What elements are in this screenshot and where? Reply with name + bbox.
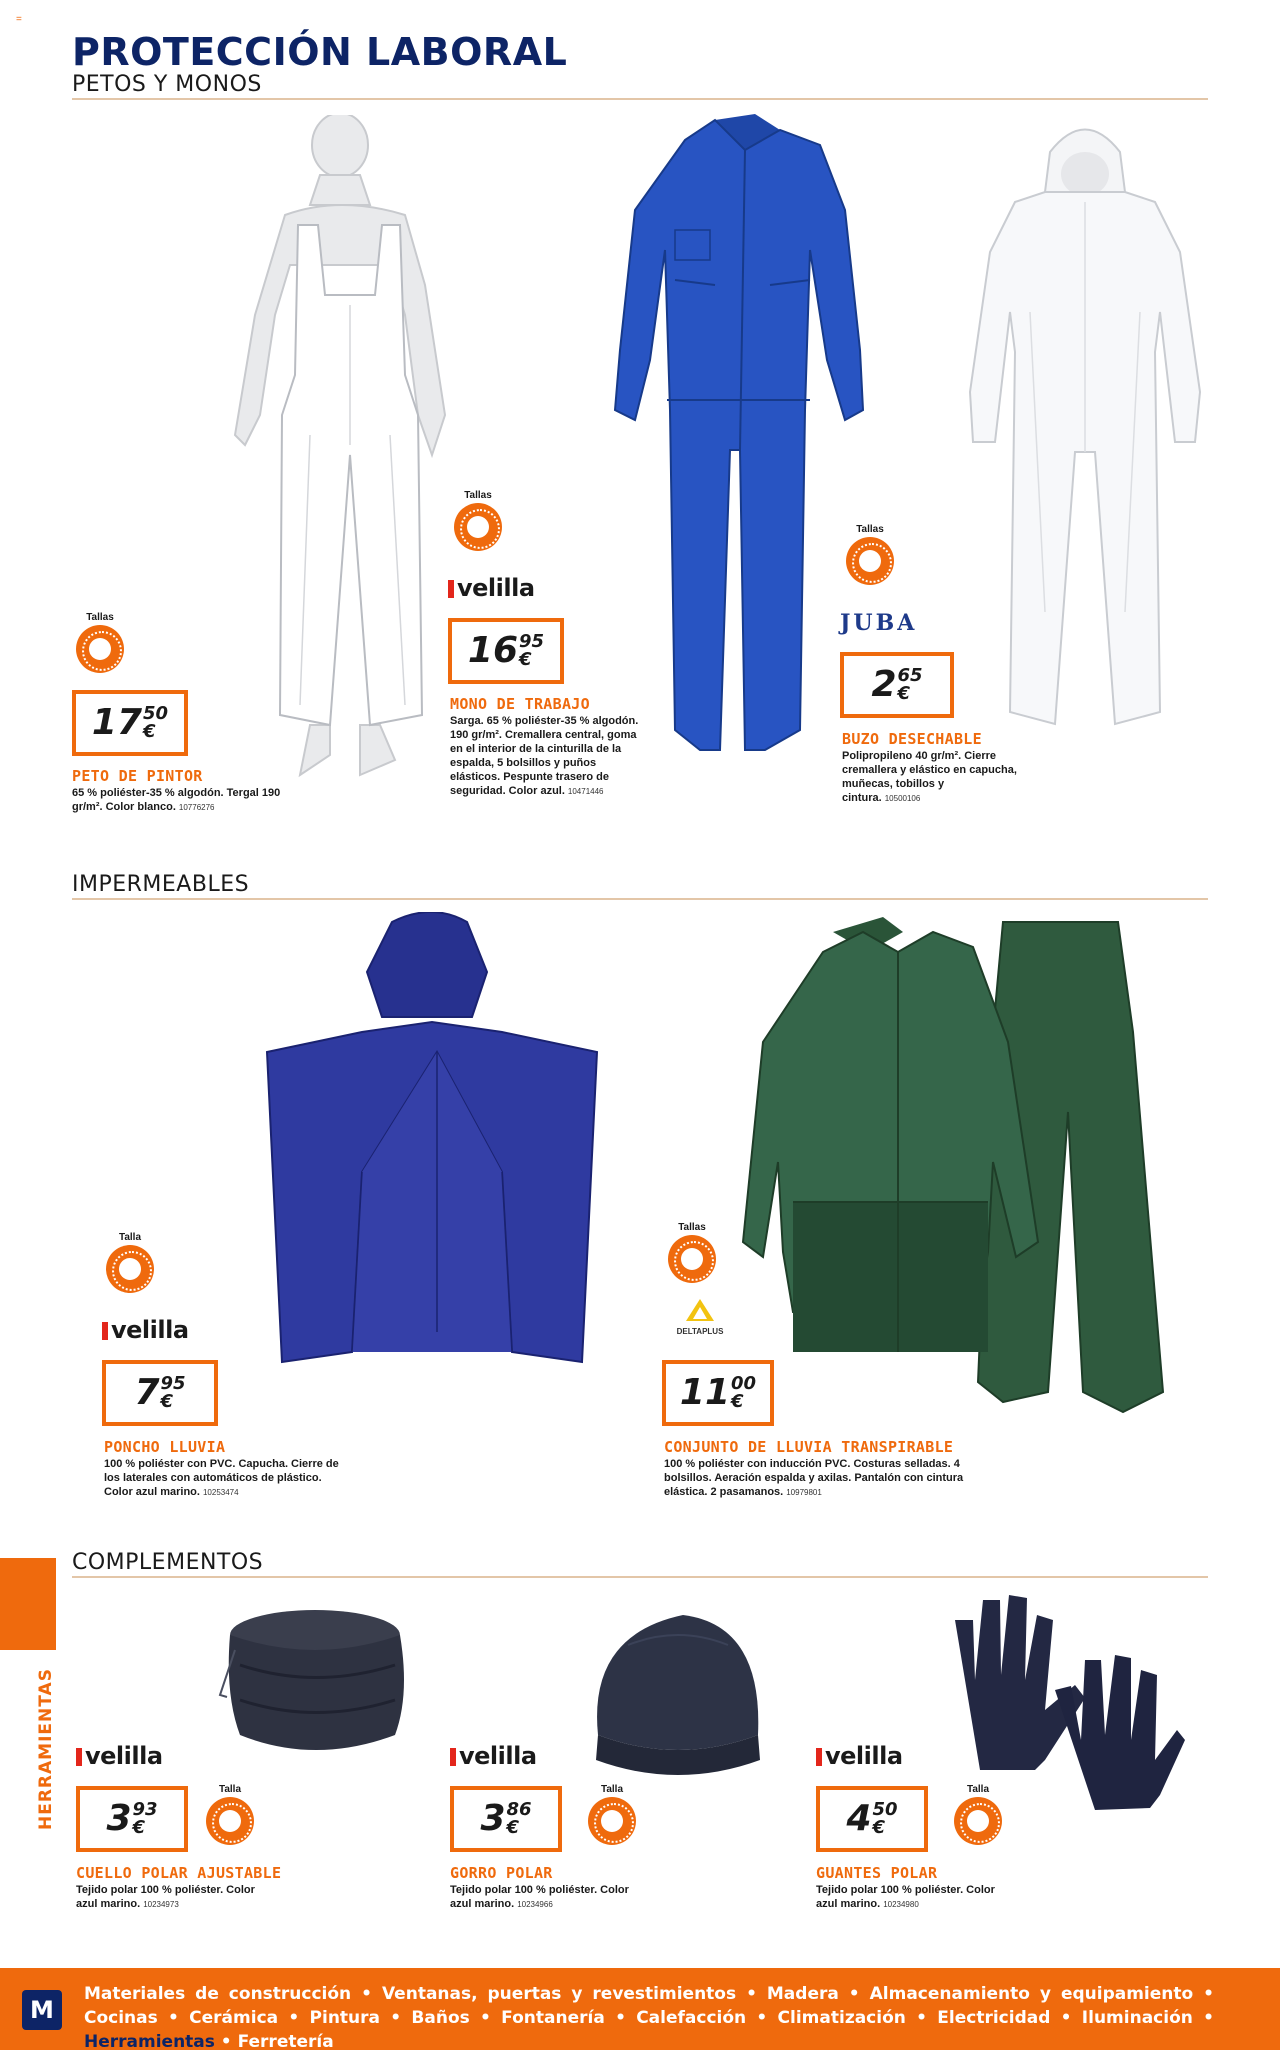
footer-separator: •	[838, 1984, 870, 2004]
price-gorro	[450, 1786, 562, 1852]
price-integer: 4	[846, 1798, 872, 1839]
ref-code: 10500106	[884, 794, 921, 803]
price-currency: €	[143, 721, 156, 742]
deltaplus-logo-icon	[685, 1298, 715, 1322]
footer-separator: •	[905, 2008, 938, 2028]
price-decimal: 50	[872, 1799, 898, 1820]
side-tab-block	[0, 1558, 56, 1650]
deltaplus-label: DELTAPLUS	[676, 1327, 724, 1336]
gorro-polar-image	[588, 1605, 768, 1780]
price-decimal: 95	[519, 631, 545, 652]
ref-code: 10234973	[143, 1900, 179, 1909]
footer-category-ferretería[interactable]: Ferretería	[237, 2032, 334, 2050]
desc-text: 65 % poliéster-35 % algodón. Tergal 190 gr/m². Color blanco.	[72, 787, 281, 813]
size-badge-mono	[450, 490, 506, 551]
product-desc-cuello	[76, 1883, 276, 1912]
footer-separator: •	[736, 1984, 767, 2004]
ref-code: 10471446	[567, 787, 604, 796]
section-rule	[72, 1576, 1208, 1578]
price-conjunto	[662, 1360, 774, 1426]
product-desc-peto	[72, 786, 282, 815]
desc-text: Tejido polar 100 % poliéster. Color azul marino.	[816, 1884, 995, 1910]
price-guantes	[816, 1786, 928, 1852]
footer-separator: •	[469, 2008, 502, 2028]
footer-category-nav	[84, 1982, 1214, 2050]
desc-text: 100 % poliéster con PVC. Capucha. Cierre de los laterales con automáticos de plástico. Color azul marino.	[104, 1458, 339, 1498]
footer-separator: •	[1050, 2008, 1082, 2028]
mono-de-trabajo-image	[605, 110, 875, 760]
price-decimal: 95	[160, 1373, 186, 1394]
size-badge-gorro	[584, 1784, 640, 1845]
brand-velilla-guantes: velilla	[816, 1742, 903, 1770]
footer-separator: •	[604, 2008, 637, 2028]
side-tab-label: HERRAMIENTAS	[36, 1668, 56, 1830]
sizes-label: Tallas	[678, 1222, 706, 1233]
price-currency: €	[160, 1391, 174, 1412]
desc-text: 100 % poliéster con inducción PVC. Costuras selladas. 4 bolsillos. Aeración espalda y axilas. Pantalón con cintura elástica. 2 pasamanos.	[664, 1458, 964, 1498]
footer-separator: •	[1192, 2008, 1214, 2028]
product-name-cuello: CUELLO POLAR AJUSTABLE	[76, 1864, 282, 1882]
section-title-complementos: COMPLEMENTOS	[72, 1550, 264, 1575]
price-decimal: 93	[132, 1799, 158, 1820]
price-integer: 17	[91, 702, 143, 743]
price-currency: €	[897, 683, 911, 704]
sizes-label: Talla	[118, 1232, 142, 1243]
price-decimal: 50	[143, 703, 169, 724]
ref-code: 10979801	[786, 1488, 822, 1497]
price-currency: €	[872, 1817, 886, 1838]
footer-separator: •	[380, 2008, 412, 2028]
sizes-label: Tallas	[86, 612, 114, 623]
brand-velilla-mono: velilla	[448, 574, 535, 602]
size-badge-poncho	[102, 1232, 158, 1293]
sizes-label: Tallas	[856, 524, 884, 535]
product-desc-poncho	[104, 1457, 344, 1500]
price-decimal: 00	[731, 1373, 757, 1394]
price-mono	[448, 618, 564, 684]
product-desc-gorro	[450, 1883, 650, 1912]
size-badge-conjunto	[664, 1222, 720, 1283]
brand-velilla-poncho: velilla	[102, 1316, 189, 1344]
footer-category-fontanería[interactable]: Fontanería	[501, 2008, 605, 2028]
ref-code: 10234980	[883, 1900, 919, 1909]
footer-category-electricidad[interactable]: Electricidad	[937, 2008, 1051, 2028]
sizes-icon	[954, 1797, 1002, 1845]
price-decimal: 65	[897, 665, 923, 686]
poncho-lluvia-image	[262, 912, 602, 1412]
price-currency: €	[132, 1817, 146, 1838]
sizes-label: Talla	[218, 1784, 242, 1795]
desc-text: Polipropileno 40 gr/m². Cierre cremallera y elástico en capucha, muñecas, tobillos y cintura.	[842, 750, 1017, 804]
footer-separator: •	[157, 2008, 190, 2028]
ref-code: 10234966	[517, 1900, 553, 1909]
footer-category-pintura[interactable]: Pintura	[309, 2008, 381, 2028]
price-integer: 16	[467, 630, 519, 671]
product-name-guantes: GUANTES POLAR	[816, 1864, 938, 1882]
section-rule	[72, 898, 1208, 900]
price-currency: €	[731, 1391, 744, 1412]
product-name-poncho: PONCHO LLUVIA	[104, 1438, 226, 1456]
size-badge-guantes	[950, 1784, 1006, 1845]
size-badge-peto	[72, 612, 128, 673]
footer-category-ventanas-puertas-y-revestimientos[interactable]: Ventanas, puertas y revestimientos	[381, 1984, 737, 2004]
footer-category-calefacción[interactable]: Calefacción	[636, 2008, 747, 2028]
sizes-icon	[588, 1797, 636, 1845]
size-badge-buzo	[842, 524, 898, 585]
sizes-label: Tallas	[464, 490, 492, 501]
brand-velilla-cuello: velilla	[76, 1742, 163, 1770]
ref-code: 10776276	[178, 803, 215, 812]
size-badge-cuello	[202, 1784, 258, 1845]
peto-de-pintor-image	[200, 115, 460, 785]
footer-category-cocinas[interactable]: Cocinas	[84, 2008, 158, 2028]
price-currency: €	[506, 1817, 520, 1838]
footer-category-almacenamiento-y-equipamiento[interactable]: Almacenamiento y equipamiento	[869, 1984, 1194, 2004]
brand-velilla-gorro: velilla	[450, 1742, 537, 1770]
footer-separator: •	[214, 2032, 238, 2050]
price-integer: 11	[679, 1372, 731, 1413]
price-integer: 2	[871, 664, 897, 705]
buzo-desechable-image	[955, 112, 1215, 732]
footer-category-cerámica[interactable]: Cerámica	[189, 2008, 279, 2028]
sizes-label: Talla	[966, 1784, 990, 1795]
price-decimal: 86	[506, 1799, 532, 1820]
sizes-label: Talla	[600, 1784, 624, 1795]
product-name-mono: MONO DE TRABAJO	[450, 695, 590, 713]
price-integer: 3	[480, 1798, 506, 1839]
sizes-icon	[106, 1245, 154, 1293]
footer-category-materiales-de-construcción[interactable]: Materiales de construcción	[84, 1984, 352, 2004]
store-logo: M	[22, 1990, 62, 2030]
footer-separator: •	[746, 2008, 778, 2028]
conjunto-lluvia-image	[738, 912, 1178, 1452]
price-currency: €	[519, 649, 532, 670]
footer-category-madera[interactable]: Madera	[766, 1984, 839, 2004]
ref-code: 10253474	[202, 1488, 239, 1497]
product-desc-buzo	[842, 749, 1022, 806]
footer-category-climatización[interactable]: Climatización	[777, 2008, 906, 2028]
sizes-icon	[668, 1235, 716, 1283]
product-name-buzo: BUZO DESECHABLE	[842, 730, 982, 748]
brand-juba: JUBA	[840, 610, 918, 636]
footer-category-baños[interactable]: Baños	[411, 2008, 470, 2028]
desc-text: Tejido polar 100 % poliéster. Color azul marino.	[450, 1884, 629, 1910]
product-name-gorro: GORRO POLAR	[450, 1864, 553, 1882]
footer-separator: •	[278, 2008, 310, 2028]
sizes-icon	[76, 625, 124, 673]
product-desc-conjunto	[664, 1457, 1004, 1500]
footer-separator: •	[351, 1984, 382, 2004]
sizes-icon	[846, 537, 894, 585]
brand-deltaplus	[662, 1298, 738, 1336]
cuello-polar-image	[215, 1605, 415, 1765]
sizes-icon	[206, 1797, 254, 1845]
product-name-peto: PETO DE PINTOR	[72, 767, 203, 785]
footer-category-iluminación[interactable]: Iluminación	[1081, 2008, 1193, 2028]
section-rule	[72, 98, 1208, 100]
price-peto	[72, 690, 188, 756]
sizes-icon	[454, 503, 502, 551]
desc-text: Sarga. 65 % poliéster-35 % algodón. 190 gr/m². Cremallera central, goma en el interior de la cinturilla de la espalda, 5 bolsillos y puños elásticos. Pespunte trasero de seguridad. Color azul.	[450, 715, 639, 797]
price-integer: 7	[134, 1372, 160, 1413]
product-desc-guantes	[816, 1883, 1016, 1912]
desc-text: Tejido polar 100 % poliéster. Color azul marino.	[76, 1884, 255, 1910]
section-title-impermeables: IMPERMEABLES	[72, 872, 250, 897]
footer-category-herramientas[interactable]: Herramientas	[84, 2032, 215, 2050]
product-desc-mono	[450, 714, 640, 799]
corner-mark: =	[16, 14, 22, 25]
product-name-conjunto: CONJUNTO DE LLUVIA TRANSPIRABLE	[664, 1438, 954, 1456]
price-buzo	[840, 652, 954, 718]
price-integer: 3	[106, 1798, 132, 1839]
section-title-petos: PETOS Y MONOS	[72, 72, 262, 97]
footer-separator: •	[1193, 1984, 1215, 2004]
page-title: PROTECCIÓN LABORAL	[72, 30, 568, 74]
price-cuello	[76, 1786, 188, 1852]
price-poncho	[102, 1360, 218, 1426]
